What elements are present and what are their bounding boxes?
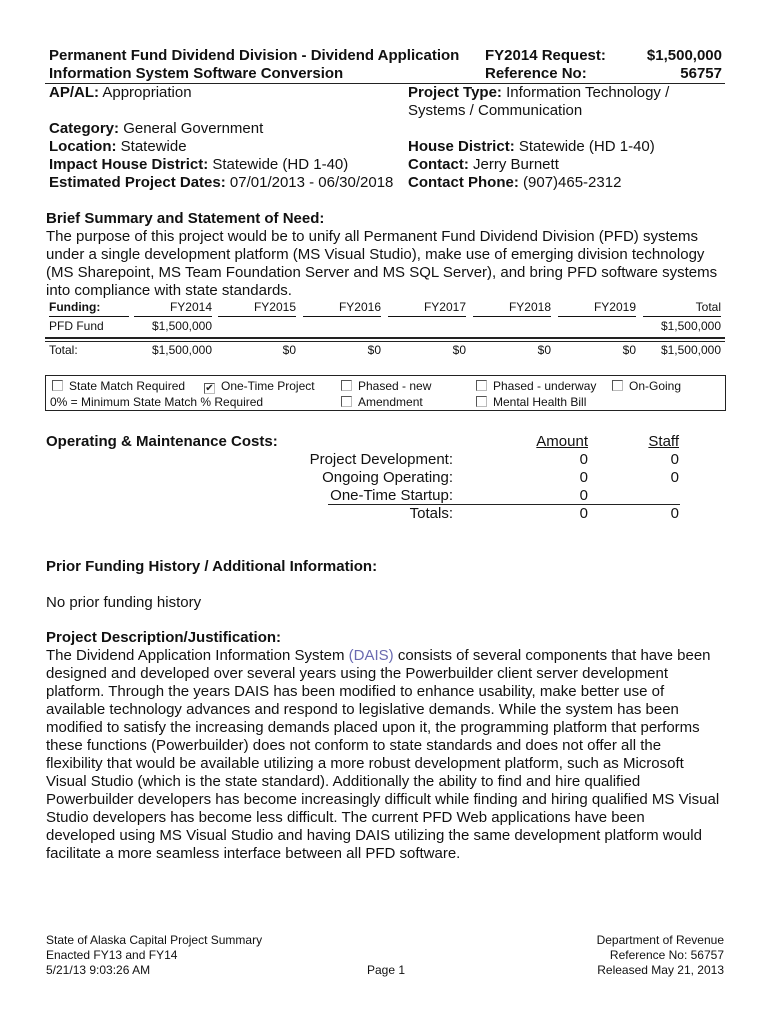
- funding-total-cell: $0: [537, 343, 551, 357]
- location-label: Location:: [49, 138, 117, 155]
- om-row-amount: 0: [579, 469, 588, 486]
- funding-cell: $1,500,000: [151, 319, 212, 333]
- contact-field: [408, 156, 559, 174]
- funding-total-cell: $0: [367, 343, 381, 357]
- min-state-match-text: 0% = Minimum State Match % Required: [50, 395, 264, 409]
- checkbox-empty-icon: [341, 380, 352, 391]
- funding-total-cell: $1,500,000: [151, 343, 212, 357]
- om-row-label: Ongoing Operating:: [322, 469, 453, 486]
- checkbox-empty-icon: [476, 396, 487, 407]
- description-line: flexibility that would be available utilizing a more robust development platform, such as Microsoft: [46, 755, 684, 772]
- contact-value: Jerry Burnett: [473, 156, 559, 173]
- om-row-amount: 0: [579, 451, 588, 468]
- project-type-value-cont: Systems / Communication: [408, 102, 583, 119]
- funding-col-header: FY2018: [473, 299, 551, 317]
- funding-col-header: FY2019: [558, 299, 636, 317]
- description-line: designed and developed over several years using the Powerbuilder client server development: [46, 665, 669, 682]
- checkbox-label: Mental Health Bill: [493, 395, 587, 409]
- om-row-staff: 0: [670, 469, 679, 486]
- funding-total-cell: $1,500,000: [660, 343, 721, 357]
- summary-line: (MS Sharepoint, MS Team Foundation Server and MS SQL Server), and bring PFD software systems: [46, 264, 718, 281]
- om-row-label: Project Development:: [309, 451, 453, 468]
- location-value: Statewide: [120, 138, 187, 155]
- summary-line: under a single development platform (MS Visual Studio), make use of emerging division technology: [46, 246, 705, 263]
- description-heading: Project Description/Justification:: [46, 629, 282, 646]
- request-value: $1,500,000: [646, 47, 722, 64]
- funding-total-cell: $0: [282, 343, 296, 357]
- phased-new-checkbox[interactable]: [341, 378, 431, 394]
- project-title-line1: Permanent Fund Dividend Division - Dividend Application: [49, 47, 460, 64]
- checkbox-label: State Match Required: [69, 379, 186, 393]
- footer-timestamp: 5/21/13 9:03:26 AM: [46, 963, 151, 977]
- impact-district-field: [49, 156, 348, 174]
- om-totals-label: Totals:: [409, 505, 453, 522]
- om-totals-staff: 0: [670, 505, 679, 522]
- description-line: these functions (Powerbuilder) does not conform to state standards and does not offer all the: [46, 737, 662, 754]
- ongoing-checkbox[interactable]: [612, 378, 681, 394]
- reference-label: Reference No:: [485, 65, 587, 82]
- description-text: consists of several components that have been: [393, 647, 711, 664]
- impact-district-value: Statewide (HD 1-40): [212, 156, 349, 173]
- footer-right-line: Department of Revenue: [596, 933, 724, 947]
- funding-col-header: FY2016: [303, 299, 381, 317]
- project-dates-label: Estimated Project Dates:: [49, 174, 226, 191]
- mental-health-bill-checkbox[interactable]: [476, 394, 586, 410]
- contact-label: Contact:: [408, 156, 469, 173]
- footer-left-line: Enacted FY13 and FY14: [46, 948, 178, 962]
- om-staff-header: Staff: [648, 433, 679, 450]
- description-line: available technology advances and respond to legislative demands. While the system has been: [46, 701, 679, 718]
- location-field: [49, 138, 187, 156]
- checkbox-label: Phased - new: [358, 379, 432, 393]
- checkbox-label: Phased - underway: [493, 379, 597, 393]
- one-time-project-checkbox[interactable]: [204, 378, 315, 394]
- contact-phone-field: [408, 174, 621, 192]
- checkbox-label: On-Going: [629, 379, 682, 393]
- summary-heading: Brief Summary and Statement of Need:: [46, 210, 325, 227]
- description-line: developed using MS Visual Studio and having DAIS utilizing the same development platform would: [46, 827, 702, 844]
- project-flags-box: [45, 375, 726, 411]
- apal-label: AP/AL:: [49, 84, 99, 101]
- om-amount-header: Amount: [536, 433, 588, 450]
- footer-left-line: State of Alaska Capital Project Summary: [46, 933, 263, 947]
- project-dates-field: [49, 174, 393, 192]
- dais-acronym: (DAIS): [348, 647, 394, 664]
- description-line: Powerbuilder developers has become increasingly difficult while finding and hiring qualified MS Visual: [46, 791, 720, 808]
- description-line: modified to satisfy the increasing demands placed upon it, the programming platform that performs: [46, 719, 700, 736]
- summary-line: The purpose of this project would be to unify all Permanent Fund Dividend Division (PFD) systems: [46, 228, 698, 245]
- contact-phone-label: Contact Phone:: [408, 174, 519, 191]
- project-type-field: [408, 84, 669, 102]
- house-district-field: [408, 138, 655, 156]
- contact-phone-value: (907)465-2312: [523, 174, 622, 191]
- checkbox-label: One-Time Project: [221, 379, 315, 393]
- footer-release-date: Released May 21, 2013: [597, 963, 724, 977]
- apal-field: [49, 84, 192, 102]
- description-line: [46, 647, 711, 665]
- description-line: platform. Through the years DAIS has been modified to enhance usability, make better use of: [46, 683, 665, 700]
- impact-district-label: Impact House District:: [49, 156, 209, 173]
- checkbox-empty-icon: [52, 380, 63, 391]
- project-type-label: Project Type:: [408, 84, 502, 101]
- funding-col-header: Total: [643, 299, 721, 317]
- prior-funding-heading: Prior Funding History / Additional Information:: [46, 558, 378, 575]
- funding-col-header: FY2014: [134, 299, 212, 317]
- project-dates-value: 07/01/2013 - 06/30/2018: [229, 174, 394, 191]
- description-line: Visual Studio (which is the state standard). Additionally the ability to find and hire qualified: [46, 773, 641, 790]
- funding-total-cell: $0: [622, 343, 636, 357]
- description-text: The Dividend Application Information System: [46, 647, 349, 664]
- checkbox-empty-icon: [612, 380, 623, 391]
- checkbox-empty-icon: [341, 396, 352, 407]
- summary-line: into compliance with state standards.: [46, 282, 292, 299]
- prior-funding-text: No prior funding history: [46, 594, 202, 611]
- amendment-checkbox[interactable]: [341, 394, 423, 410]
- footer-reference: Reference No: 56757: [609, 948, 724, 962]
- description-line: facilitate a more seamless interface between all PFD software.: [46, 845, 461, 862]
- category-value: General Government: [123, 120, 264, 137]
- om-heading: Operating & Maintenance Costs:: [46, 433, 278, 450]
- description-line: Studio developers has become less difficult. The current PFD Web applications have been: [46, 809, 645, 826]
- funding-col-header: Funding:: [49, 299, 129, 317]
- apal-value: Appropriation: [102, 84, 192, 101]
- project-title-line2: Information System Software Conversion: [49, 65, 344, 82]
- state-match-checkbox[interactable]: [52, 378, 185, 394]
- page-number: Page 1: [367, 963, 406, 977]
- om-row-amount: 0: [579, 487, 588, 504]
- funding-total-label: Total:: [49, 343, 78, 357]
- om-row-label: One-Time Startup:: [330, 487, 453, 504]
- om-totals-amount: 0: [579, 505, 588, 522]
- phased-underway-checkbox[interactable]: [476, 378, 596, 394]
- om-row-staff: 0: [670, 451, 679, 468]
- funding-double-rule: [45, 337, 725, 339]
- checkbox-empty-icon: [476, 380, 487, 391]
- checkbox-checked-icon: ✔: [205, 383, 214, 394]
- house-district-value: Statewide (HD 1-40): [518, 138, 655, 155]
- project-type-value: Information Technology /: [506, 84, 670, 101]
- checkbox-label: Amendment: [358, 395, 423, 409]
- reference-value: 56757: [680, 65, 722, 82]
- category-label: Category:: [49, 120, 120, 137]
- funding-col-header: FY2015: [218, 299, 296, 317]
- funding-cell: $1,500,000: [660, 319, 721, 333]
- funding-total-cell: $0: [452, 343, 466, 357]
- request-label: FY2014 Request:: [485, 47, 606, 64]
- funding-col-header: FY2017: [388, 299, 466, 317]
- house-district-label: House District:: [408, 138, 515, 155]
- funding-source: PFD Fund: [49, 319, 104, 333]
- category-field: [49, 120, 263, 138]
